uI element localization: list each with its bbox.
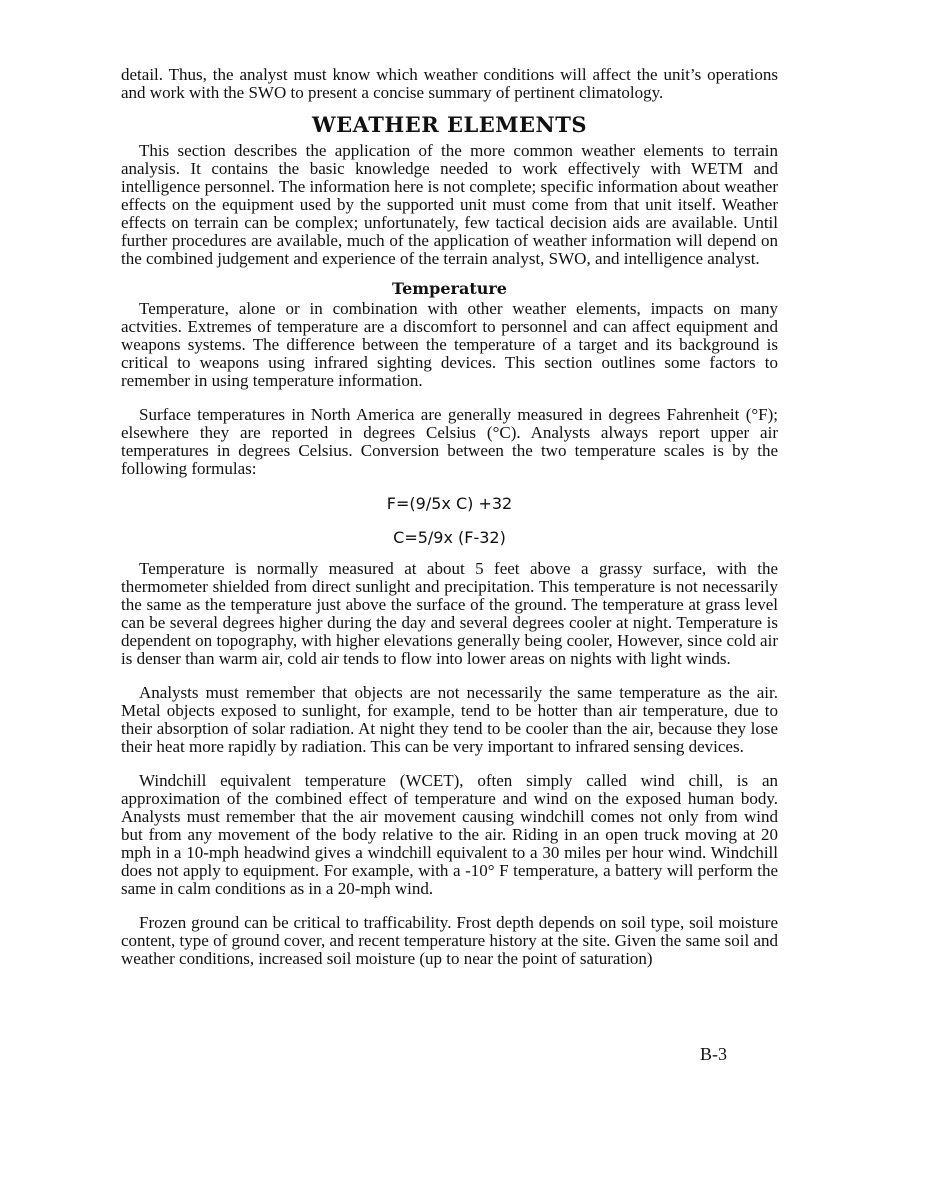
formula-celsius: C=5/9x (F-32)	[393, 528, 506, 547]
temperature-paragraph-2: Surface temperatures in North America are generally measured in degrees Fahrenheit (°F); elsewhere they are reported in degrees Celsius (°C). Analysts always report upper air temperatures in degrees Celsius. Conversion between the two temperature scales is by the following formulas:	[121, 405, 778, 478]
document-page	[121, 66, 778, 968]
subheading-temperature: Temperature	[392, 279, 507, 298]
intro-paragraph: detail. Thus, the analyst must know which weather conditions will affect the unit’s operations and work with the SWO to present a concise summary of pertinent climatology.	[121, 65, 778, 102]
formula-fahrenheit: F=(9/5x C) +32	[386, 494, 513, 513]
temperature-paragraph-3: Temperature is normally measured at about 5 feet above a grassy surface, with the thermometer shielded from direct sunlight and precipitation. This temperature is not necessarily the same as the temperature just above the surface of the ground. The temperature at grass level can be several degrees higher during the day and several degrees cooler at night. Temperature is dependent on topography, with higher elevations generally being cooler, However, since cold air is denser than warm air, cold air tends to flow into lower areas on nights with light winds.	[121, 559, 778, 668]
frozen-ground-paragraph: Frozen ground can be critical to trafficability. Frost depth depends on soil type, soil moisture content, type of ground cover, and recent temperature history at the site. Given the same soil and weather conditions, increased soil moisture (up to near the point of saturation)	[121, 913, 778, 968]
section-heading-weather-elements: WEATHER ELEMENTS	[312, 112, 587, 137]
windchill-paragraph: Windchill equivalent temperature (WCET), often simply called wind chill, is an approximation of the combined effect of temperature and wind on the exposed human body. Analysts must remember that the air movement causing windchill comes not only from wind but from any movement of the body relative to the air. Riding in an open truck moving at 20 mph in a 10-mph headwind gives a windchill equivalent to a 30 miles per hour wind. Windchill does not apply to equipment. For example, with a -10° F temperature, a battery will perform the same in calm conditions as in a 20-mph wind.	[121, 771, 778, 898]
page-number: B-3	[700, 1044, 727, 1064]
temperature-paragraph-4: Analysts must remember that objects are not necessarily the same temperature as the air. Metal objects exposed to sunlight, for example, tend to be hotter than air temperature, due to their absorption of solar radiation. At night they tend to be cooler than the air, because they lose their heat more rapidly by radiation. This can be very important to infrared sensing devices.	[121, 683, 778, 756]
weather-elements-paragraph: This section describes the application of the more common weather elements to terrain analysis. It contains the basic knowledge needed to work effectively with WETM and intelligence personnel. The information here is not complete; specific information about weather effects on the equipment used by the supported unit must come from that unit itself. Weather effects on terrain can be complex; unfortunately, few tactical decision aids are available. Until further procedures are available, much of the application of weather information will depend on the combined judgement and experience of the terrain analyst, SWO, and intelligence analyst.	[121, 141, 778, 268]
temperature-paragraph-1: Temperature, alone or in combination with other weather elements, impacts on many actvities. Extremes of temperature are a discomfort to personnel and can affect equipment and weapons systems. The difference between the temperature of a target and its background is critical to weapons using infrared sighting devices. This section outlines some factors to remember in using temperature information.	[121, 299, 778, 390]
